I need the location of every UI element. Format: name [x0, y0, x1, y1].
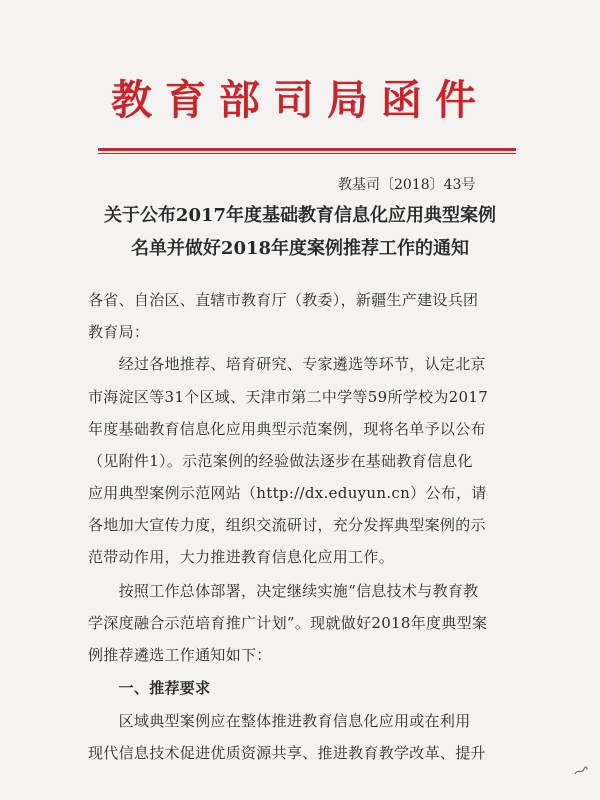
- paragraph-1-line-5: 应用典型案例示范网站（http://dx.eduyun.cn）公布，请: [88, 484, 487, 502]
- section-1-line-2: 现代信息技术促进优质资源共享、推进教育教学改革、提升: [88, 744, 486, 762]
- letterhead-rule-thick: [98, 148, 516, 151]
- section-1-line-1: 区域典型案例应在整体推进教育信息化应用或在利用: [88, 712, 471, 730]
- paragraph-1-line-1: 经过各地推荐、培育研究、专家遴选等环节，认定北京: [88, 355, 486, 373]
- pen-mark: [574, 766, 588, 776]
- section-1-heading: 一、推荐要求: [88, 679, 211, 697]
- addressee-line-2: 教育局：: [88, 323, 150, 341]
- document-number: 教基司〔2018〕43号: [338, 177, 476, 193]
- doc-title-line-1: 关于公布2017年度基础教育信息化应用典型案例: [103, 205, 497, 226]
- paragraph-2-line-3: 例推荐遴选工作通知如下：: [88, 646, 272, 664]
- letterhead-rule-thin: [98, 153, 516, 154]
- paragraph-1-line-6: 各地加大宣传力度，组织交流研讨，充分发挥典型案例的示: [88, 516, 486, 534]
- paragraph-2-line-1: 按照工作总体部署，决定继续实施“信息技术与教育教: [88, 582, 479, 600]
- paragraph-1-line-3: 年度基础教育信息化应用典型示范案例，现将名单予以公布: [88, 420, 486, 438]
- letterhead-title: 教育部司局函件: [111, 76, 489, 124]
- paragraph-1-line-7: 范带动作用，大力推进教育信息化应用工作。: [88, 548, 395, 566]
- paragraph-2-line-2: 学深度融合示范培育推广计划”。现就做好2018年度典型案: [88, 614, 488, 632]
- paragraph-1-line-4: （见附件1）。示范案例的经验做法逐步在基础教育信息化: [88, 452, 473, 470]
- doc-title-line-2: 名单并做好2018年度案例推荐工作的通知: [130, 238, 470, 259]
- addressee-line-1: 各省、自治区、直辖市教育厅（教委），新疆生产建设兵团: [88, 291, 479, 309]
- paragraph-1-line-2: 市海淀区等31个区域、天津市第二中学等59所学校为2017: [88, 388, 489, 406]
